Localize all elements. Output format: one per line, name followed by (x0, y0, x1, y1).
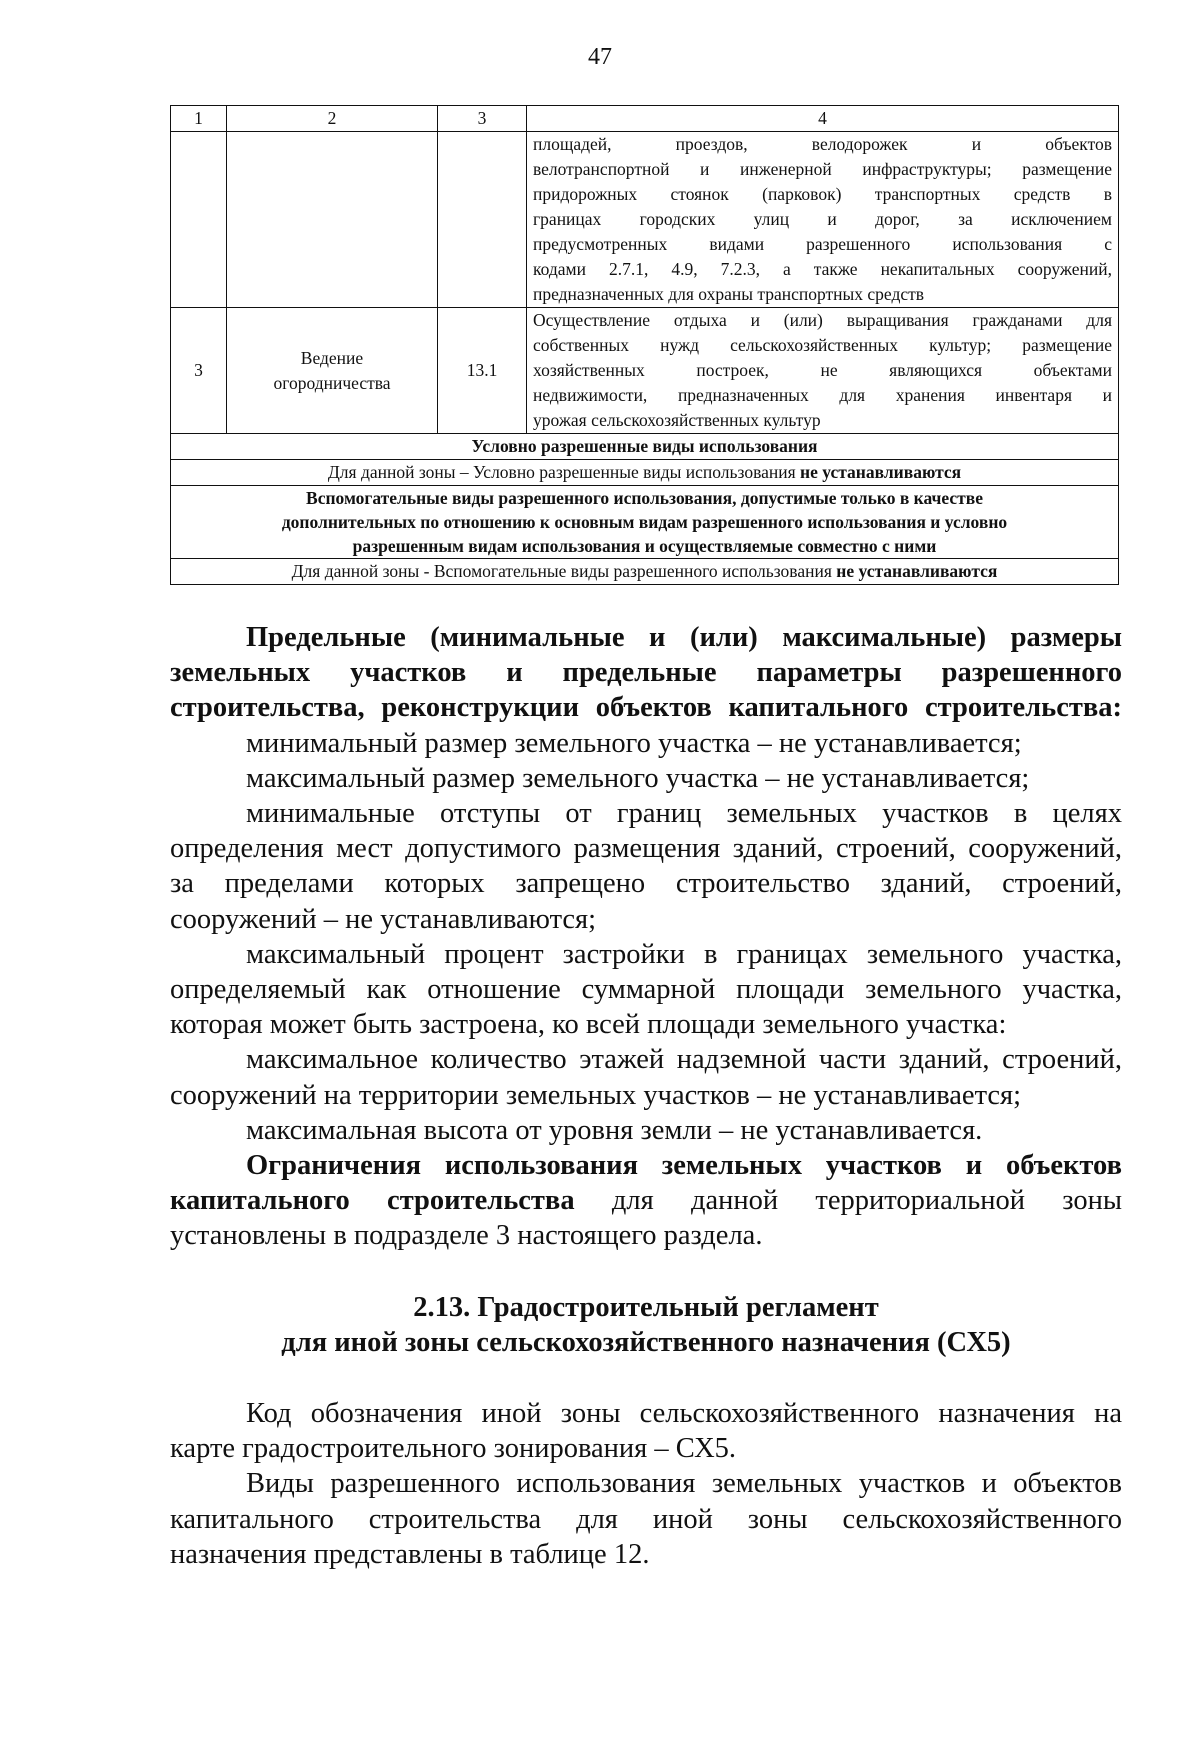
table-row-continuation (171, 132, 1119, 308)
floors-text: максимальное количество этажей надземной части зданий, строений, сооружений на территории земельных участков – не устанавливается; (170, 1044, 1122, 1111)
row-use-name: Ведение огородничества (227, 308, 438, 434)
row-number: 3 (171, 308, 227, 434)
max-size-text: максимальный размер земельного участка – не устанавливается; (246, 762, 1030, 794)
page-number: 47 (588, 44, 612, 70)
continuation-description: площадей, проездов, велодорожек и объектов велотранспортной и инженерной инфраструктуры; размещение придорожных стоянок (парковок) транспортных средств в границах городских улиц и дорог, за исключением предусмотренных видами разрешенного использования с кодами 2.7.1, 4.9, 7.2.3, а также некапитальных сооружений, предназначенных для охраны транспортных средств (527, 132, 1119, 308)
min-size-text: минимальный размер земельного участка – не устанавливается; (246, 727, 1022, 759)
conditional-header: Условно разрешенные виды использования (171, 434, 1119, 460)
header-col-3: 3 (438, 106, 527, 132)
row-code: 13.1 (438, 308, 527, 434)
auxiliary-note: Для данной зоны - Вспомогательные виды разрешенного использования не устанавливаются (171, 559, 1119, 585)
header-col-1: 1 (171, 106, 227, 132)
zone-code-text: Код обозначения иной зоны сельскохозяйственного назначения на карте градостроительного зонирования – СХ5. (170, 1398, 1122, 1465)
header-col-2: 2 (227, 106, 438, 132)
row-description: Осуществление отдыха и (или) выращивания гражданами для собственных нужд сельскохозяйственных культур; размещение хозяйственных построек, не являющихся объектами недвижимости, предназначенных для хранения инвентаря и урожая сельскохозяйственных культур (527, 308, 1119, 434)
limits-heading: Предельные (минимальные и (или) максимальные) размеры земельных участков и предельные параметры разрешенного строительства, реконструкции объектов капитального строительства: (170, 622, 1122, 724)
header-col-4: 4 (527, 106, 1119, 132)
land-use-table (170, 105, 1119, 585)
section-title: 2.13. Градостроительный регламент для иной зоны сельскохозяйственного назначения (СХ5) (281, 1291, 1011, 1358)
conditional-note: Для данной зоны – Условно разрешенные виды использования не устанавливаются (171, 460, 1119, 486)
document-body (170, 620, 1122, 1572)
coverage-text: максимальный процент застройки в границах земельного участка, определяемый как отношение суммарной площади земельного участка, которая может быть застроена, ко всей площади земельного участка: (170, 938, 1122, 1041)
restrictions-text: Ограничения использования земельных участков и объектов капитального строительства для данной территориальной зоны установлены в подразделе 3 настоящего раздела. (170, 1150, 1122, 1252)
auxiliary-header-row (171, 486, 1119, 559)
table-header-row (171, 106, 1119, 132)
table-row-13-1 (171, 308, 1119, 434)
conditional-note-row (171, 460, 1119, 486)
use-types-text: Виды разрешенного использования земельных участков и объектов капитального строительства для иной зоны сельскохозяйственного назначения представлены в таблице 12. (170, 1468, 1122, 1570)
height-text: максимальная высота от уровня земли – не устанавливается. (246, 1114, 983, 1146)
auxiliary-note-row (171, 559, 1119, 585)
auxiliary-header: Вспомогательные виды разрешенного использования, допустимые только в качестве дополнительных по отношению к основным видам разрешенного использования и условно разрешенным видам использования и осуществляемые совместно с ними (171, 486, 1119, 559)
conditional-header-row (171, 434, 1119, 460)
setbacks-text: минимальные отступы от границ земельных участков в целях определения мест допустимого размещения зданий, строений, сооружений, за пределами которых запрещено строительство зданий, строений, сооружений – не устанавливаются; (170, 798, 1122, 935)
